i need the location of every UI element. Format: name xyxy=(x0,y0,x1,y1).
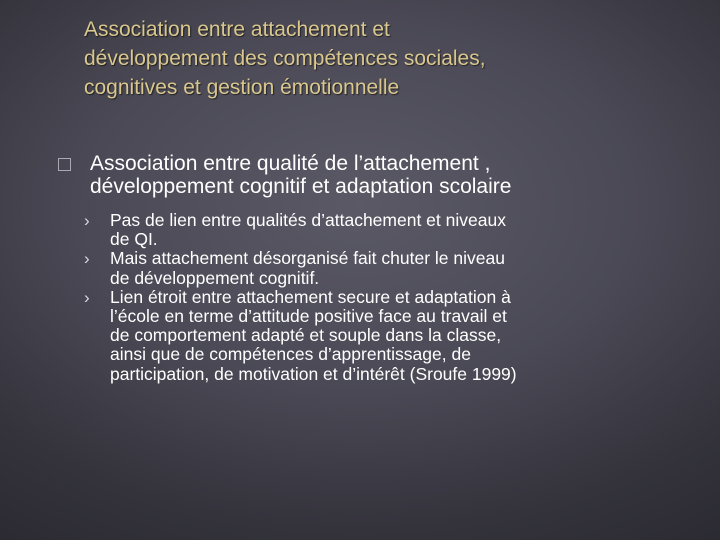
main-bullet-text: Association entre qualité de l’attachement , développement cognitif et adaptation scolaire xyxy=(90,152,512,198)
sub-bullet-text: Pas de lien entre qualités d’attachement et niveaux de QI. xyxy=(110,210,506,250)
sub-bullet-item xyxy=(84,288,704,384)
slide-title: Association entre attachement et développement des compétences sociales, cognitives et gestion émotionnelle xyxy=(84,18,486,99)
sub-bullet-list xyxy=(84,211,704,384)
main-bullet xyxy=(58,152,688,198)
chevron-right-icon: › xyxy=(84,287,90,307)
sub-bullet-item xyxy=(84,211,704,249)
sub-bullet-text: Mais attachement désorganisé fait chuter le niveau de développement cognitif. xyxy=(110,248,505,288)
chevron-right-icon: › xyxy=(84,211,90,230)
sub-bullet-text: Lien étroit entre attachement secure et adaptation à l’école en terme d’attitude positive face au travail et de comportement adapté et souple dans la classe, ainsi que de compétences d’apprentissage, de participation, de motivation et d’intérêt (Sroufe 1999) xyxy=(110,286,517,384)
sub-bullet-item xyxy=(84,249,704,287)
chevron-right-icon: › xyxy=(84,249,90,269)
square-bullet-icon xyxy=(58,158,71,171)
